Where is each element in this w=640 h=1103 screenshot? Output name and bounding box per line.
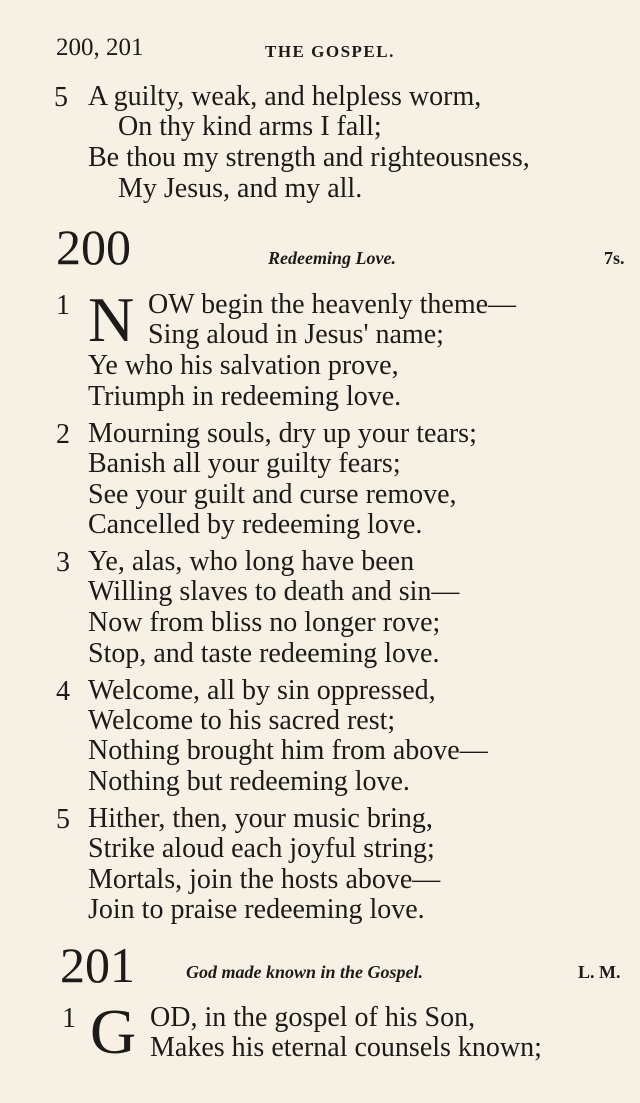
hymn-line: Now from bliss no longer rove; xyxy=(88,607,441,638)
running-title: THE GOSPEL. xyxy=(265,42,395,61)
hymn-line: Join to praise redeeming love. xyxy=(88,894,425,925)
hymn-line: Hither, then, your music bring, xyxy=(88,803,433,834)
hymn-line: OD, in the gospel of his Son, xyxy=(150,1002,476,1033)
hymn-line: Cancelled by redeeming love. xyxy=(88,509,423,540)
drop-cap: N xyxy=(88,284,135,355)
verse-number: 5 xyxy=(56,804,70,835)
hymn-line: Sing aloud in Jesus' name; xyxy=(148,319,444,350)
hymn-line: Strike aloud each joyful string; xyxy=(88,833,435,864)
hymn-number: 200 xyxy=(56,219,131,275)
verse-number: 3 xyxy=(56,547,70,578)
hymn-number: 201 xyxy=(60,937,135,993)
hymn-title: God made known in the Gospel. xyxy=(186,962,424,982)
hymn-line: Nothing brought him from above— xyxy=(88,735,488,766)
hymn-line: Triumph in redeeming love. xyxy=(88,381,402,412)
drop-cap: G xyxy=(90,996,137,1067)
hymn-line: A guilty, weak, and helpless worm, xyxy=(88,81,482,112)
verse-number: 1 xyxy=(56,290,70,321)
hymn-line: Nothing but redeeming love. xyxy=(88,766,410,797)
verse-number: 1 xyxy=(62,1003,76,1034)
hymn-line: My Jesus, and my all. xyxy=(118,173,363,204)
hymn-line: Welcome, all by sin oppressed, xyxy=(88,675,436,706)
hymn-line: Ye, alas, who long have been xyxy=(88,546,415,577)
hymn-line: Willing slaves to death and sin— xyxy=(88,576,460,607)
hymn-line: Mortals, join the hosts above— xyxy=(88,864,441,895)
verse-number: 2 xyxy=(56,419,70,450)
hymn-meter: L. M. xyxy=(578,962,621,982)
hymn-line: Be thou my strength and righteousness, xyxy=(88,142,530,173)
hymn-line: Banish all your guilty fears; xyxy=(88,448,401,479)
verse-number: 4 xyxy=(56,676,70,707)
hymn-line: See your guilt and curse remove, xyxy=(88,479,457,510)
hymn-line: Welcome to his sacred rest; xyxy=(88,705,396,736)
hymn-line: Mourning souls, dry up your tears; xyxy=(88,418,477,449)
page-numbers: 200, 201 xyxy=(56,34,144,61)
hymn-line: OW begin the heavenly theme— xyxy=(148,289,517,320)
hymn-line: Ye who his salvation prove, xyxy=(88,350,399,381)
hymn-meter: 7s. xyxy=(604,248,625,268)
verse-number: 5 xyxy=(54,82,68,113)
hymn-line: Makes his eternal counsels known; xyxy=(150,1032,542,1063)
hymn-line: On thy kind arms I fall; xyxy=(118,111,382,142)
hymn-title: Redeeming Love. xyxy=(268,248,396,268)
hymn-line: Stop, and taste redeeming love. xyxy=(88,638,440,669)
